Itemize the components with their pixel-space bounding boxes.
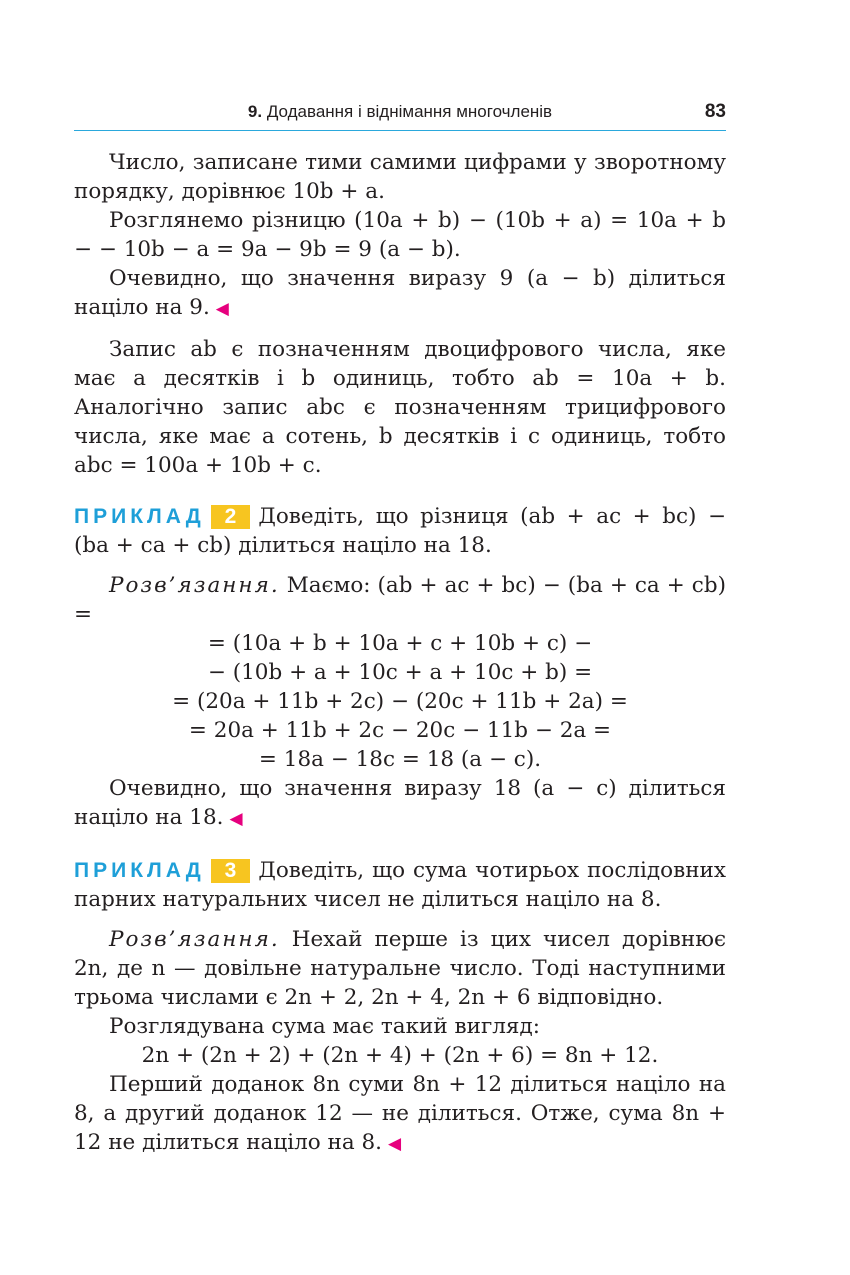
paragraph <box>74 1070 726 1159</box>
section-heading <box>74 102 726 122</box>
section-title: Додавання і віднімання многочленів <box>266 102 553 121</box>
formula: 2n + (2n + 2) + (2n + 4) + (2n + 6) = 8n + 12. <box>141 1043 659 1068</box>
paragraph: Розглядувана сума має такий вигляд: <box>109 1014 540 1039</box>
example-label: ПРИКЛАД <box>74 859 205 882</box>
example-label: ПРИКЛАД <box>74 505 205 528</box>
calc-line: = (20a + 11b + 2c) − (20c + 11b + 2a) = <box>172 689 628 714</box>
conclusion-text: Перший доданок 8n суми 8n + 12 ділиться націло на 8, а другий доданок 12 — не ділиться. Отже, сума 8n + 12 не ділиться націло на 8. <box>74 1072 726 1155</box>
conclusion-text: Очевидно, що значення виразу 18 (a − c) ділиться націло на 18. <box>74 776 726 830</box>
paragraph <box>74 774 726 834</box>
page-body <box>74 148 726 1159</box>
example-text: Доведіть, що сума чотирьох послідовних парних натуральних чисел не ділиться націло на 8. <box>74 858 726 912</box>
end-of-proof-icon: ◀ <box>229 809 243 829</box>
paragraph <box>74 925 726 1012</box>
solution-label: Розв’язання. <box>109 573 280 598</box>
end-of-proof-icon: ◀ <box>215 299 229 319</box>
example-number-badge: 3 <box>211 859 251 883</box>
solution-line <box>74 571 726 629</box>
paragraph <box>74 264 726 324</box>
page-number: 83 <box>704 101 726 122</box>
calc-line: = 20a + 11b + 2c − 20c − 11b − 2a = <box>188 718 612 743</box>
paragraph: Число, записане тими самими цифрами у зворотному порядку, дорівнює 10b + a. <box>74 150 726 204</box>
page-header <box>74 100 726 131</box>
solution-text: Нехай перше із цих чисел дорівнює 2n, де n — довільне натуральне число. Тоді наступними трьома числами є 2n + 2, 2n + 4, 2n + 6 відповідно. <box>74 927 726 1010</box>
end-of-proof-icon: ◀ <box>388 1134 402 1154</box>
solution-label: Розв’язання. <box>109 927 280 952</box>
paragraph-text: Очевидно, що значення виразу 9 (a − b) ділиться націло на 9. <box>74 266 726 320</box>
example-3-statement <box>74 856 726 914</box>
paragraph: Розглянемо різницю (10a + b) − (10b + a) = 10a + b − − 10b − a = 9a − 9b = 9 (a − b). <box>74 208 726 262</box>
example-text: Доведіть, що різниця (ab + ac + bc) − (ba + ca + cb) ділиться націло на 18. <box>74 504 726 558</box>
paragraph: Запис ab є позначенням двоцифрового числа, яке має a десятків і b одиниць, тобто ab = 10a + b. Аналогічно запис abc є позначенням трицифрового числа, яке має a сотень, b десятків і c одиниць, тобто abc = 100a + 10b + c. <box>74 337 726 478</box>
example-2-statement <box>74 502 726 560</box>
calc-line: = 18a − 18c = 18 (a − c). <box>258 747 542 772</box>
calc-line: − (10b + a + 10c + a + 10c + b) = <box>207 660 593 685</box>
section-number: 9. <box>247 102 263 121</box>
example-number-badge: 2 <box>211 505 251 529</box>
solution-text: Маємо: (ab + ac + bc) − (ba + ca + cb) = <box>74 573 727 627</box>
calc-line: = (10a + b + 10a + c + 10b + c) − <box>207 631 593 656</box>
